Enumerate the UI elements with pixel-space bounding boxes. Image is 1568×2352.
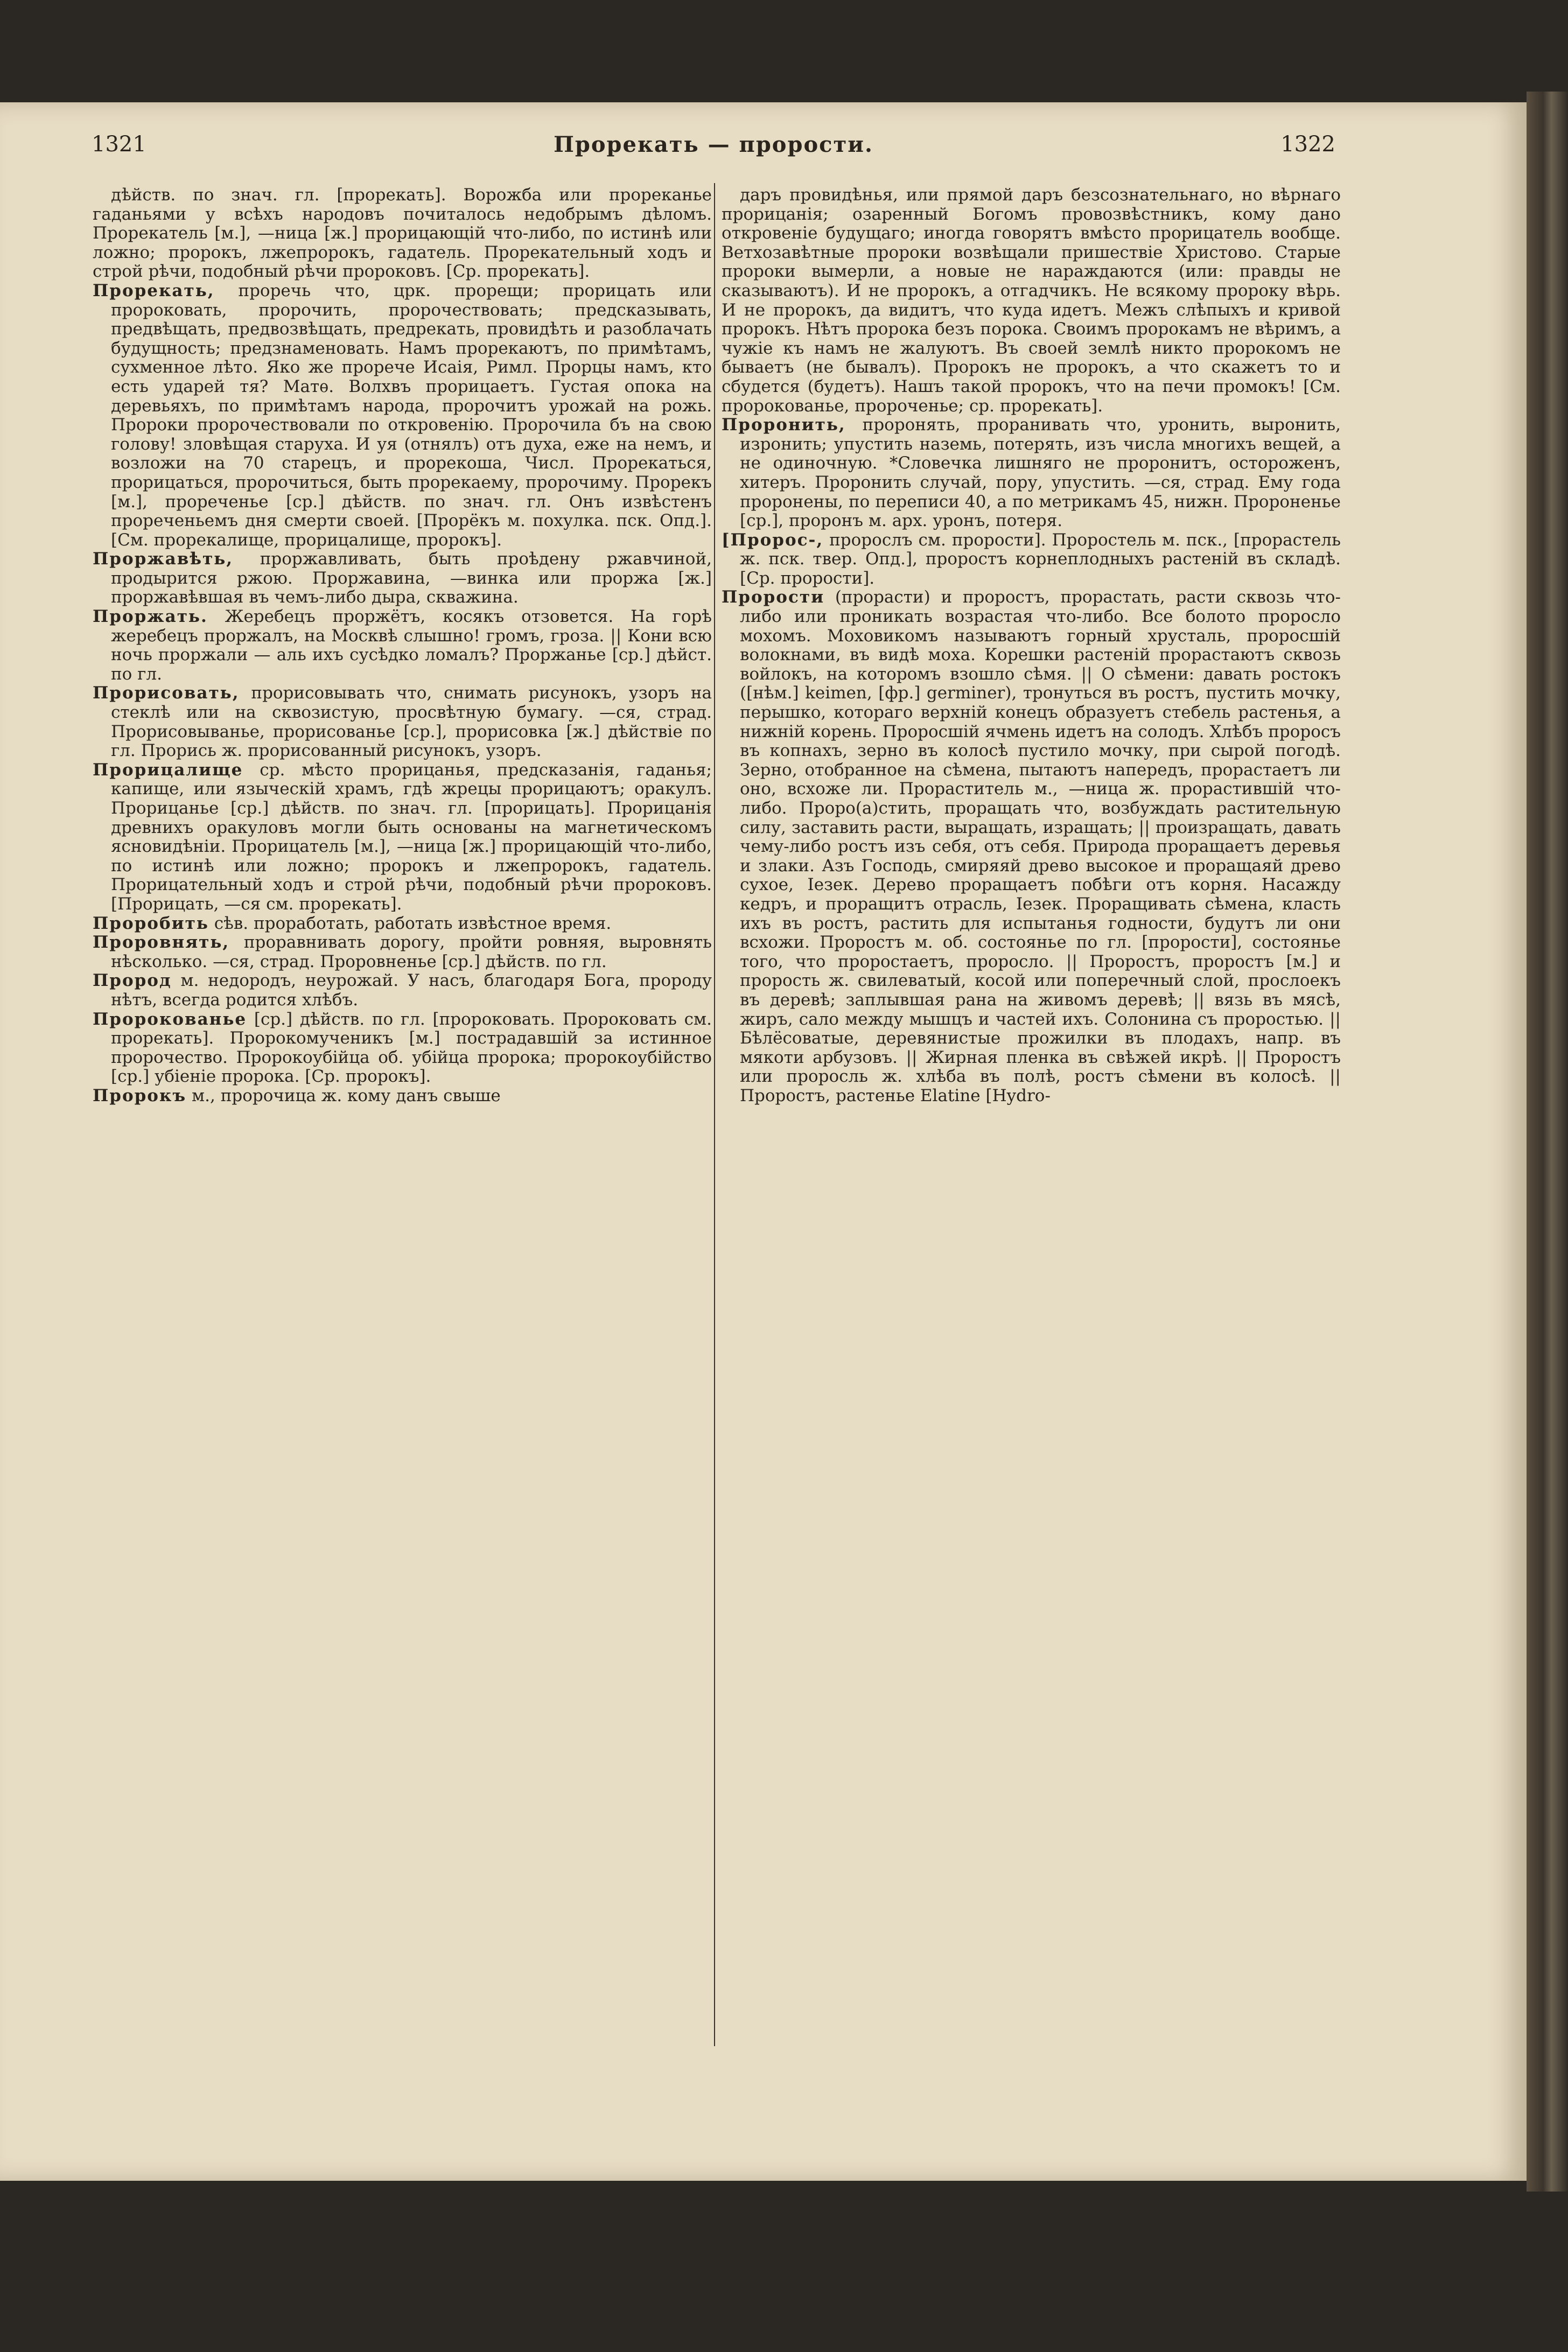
entry-text: прорисовывать что, снимать рисунокъ, узоръ на стеклѣ или на сквозистую, просвѣтную бумагу. —ся, страд. Прорисовыванье, прорисованье [ср.], прорисовка [ж.] дѣйствіе по гл. Прорись ж. прорисованный рисунокъ, узоръ. <box>111 683 712 761</box>
entry-text: пророслъ см. прорости]. Проростель м. пск., [прорастель ж. пск. твер. Опд.], проростъ корнеплодныхъ растеній въ складѣ. [Ср. прорости]. <box>740 530 1341 588</box>
entry-headword: Прород <box>93 971 172 991</box>
entry-headword: Проржавѣть, <box>93 549 234 569</box>
entry-headword: Проронить, <box>722 415 846 435</box>
entry-headword: [Пророс-, <box>722 530 824 550</box>
entry-headword: Прорекать, <box>93 281 215 300</box>
dictionary-entry <box>93 186 712 282</box>
dictionary-entry <box>722 416 1341 531</box>
dictionary-entry <box>93 933 712 971</box>
dictionary-entry <box>722 186 1341 416</box>
dictionary-entry <box>93 1010 712 1087</box>
dictionary-entry <box>722 588 1341 1105</box>
dictionary-entry <box>722 531 1341 589</box>
entry-text: дѣйств. по знач. гл. [прорекать]. Ворожба или прореканье гаданьями у всѣхъ народовъ почиталось недобрымъ дѣломъ. Прорекатель [м.], —ница [ж.] прорицающій что-либо, по истинѣ или ложно; пророкъ, лжепророкъ, гадатель. Прорекательный ходъ и строй рѣчи, подобный рѣчи пророковъ. [Ср. прорекать]. <box>93 185 712 282</box>
entry-headword: Проробить <box>93 913 209 933</box>
entry-text: м. недородъ, неурожай. У насъ, благодаря Бога, пророду нѣтъ, всегда родится хлѣбъ. <box>111 971 712 1010</box>
right-column <box>722 186 1341 1106</box>
entry-text: (прорасти) и проростъ, прорастать, расти сквозь что-либо или проникать возрастая что-либо. Все болото проросло мохомъ. Моховикомъ называютъ горный хрусталь, проросшій волокнами, въ видѣ моха. Корешки растеній прорастаютъ сквозь войлокъ, на которомъ взошло сѣмя. || О сѣмени: давать ростокъ ([нѣм.] keimen, [фр.] germiner), тронуться въ ростъ, пустить мочку, перышко, котораго верхній конецъ образуетъ стебель растенья, а нижній корень. Проросшій ячмень идетъ на солодъ. Хлѣбъ проросъ въ копнахъ, зерно въ колосѣ пустило мочку, при сырой погодѣ. Зерно, отобранное на сѣмена, пытаютъ напередъ, прорастаетъ ли оно, всхоже ли. Прораститель м., —ница ж. прорастившій что-либо. Проро(а)стить, проращать что, возбуждать растительную силу, заставить расти, выращать, изращать; || произращать, давать чему-либо ростъ изъ себя, отъ себя. Природа проращаетъ деревья и злаки. Азъ Господь, смиряяй древо высокое и проращаяй древо сухое, Iезек. Дерево проращаетъ побѣги отъ корня. Насажду кедръ, и проращитъ отрасль, Iезек. Проращивать сѣмена, класть ихъ въ ростъ, растить для испытанья годности, будутъ ли они всхожи. Проростъ м. об. состоянье по гл. [прорости], состоянье того, что проростаетъ, проросло. || Проростъ, проростъ [м.] и пророcть ж. свилеватый, косой или поперечный слой, прослоекъ въ деревѣ; заплывшая рана на живомъ деревѣ; || вязь въ мясѣ, жиръ, сало между мышцъ и частей ихъ. Солонина съ проростью. || Бѣлёсоватые, деревянистые прожилки въ плодахъ, напр. въ мякоти арбузовъ. || Жирная пленка въ свѣжей икрѣ. || Проростъ или проросль ж. хлѣба въ полѣ, ростъ сѣмени въ колосѣ. || Проростъ, растенье Elatine [Hydro- <box>740 587 1341 1105</box>
dictionary-entry <box>93 550 712 607</box>
dictionary-entry <box>93 914 712 934</box>
dictionary-entry <box>93 282 712 550</box>
entry-headword: Проровнять, <box>93 933 230 953</box>
page-number-right: 1322 <box>1280 132 1335 157</box>
dictionary-entry <box>93 684 712 760</box>
dictionary-entry <box>93 971 712 1010</box>
entry-text: проржавливать, быть проѣдену ржавчиной, продырится ржою. Проржавина, —винка или проржа [ж.] проржавѣвшая въ чемъ-либо дыра, скважина. <box>111 549 712 607</box>
page-number-left: 1321 <box>92 132 146 157</box>
running-title: Прорекать — прорости. <box>554 132 873 157</box>
entry-text: проронять, проранивать что, уронить, выронить, изронить; упустить наземь, потерять, изъ числа многихъ вещей, а не одиночную. *Словечка лишняго не проронитъ, остороженъ, хитеръ. Проронить случай, пору, упустить. —ся, страд. Ему года проронены, по переписи 40, а по метрикамъ 45, нижн. Пророненье [ср.], проронъ м. арх. уронъ, потеря. <box>740 415 1341 531</box>
entry-text: Жеребецъ проржётъ, косякъ отзовется. На горѣ жеребецъ проржалъ, на Москвѣ слышно! громъ, гроза. || Кони всю ночь проржали — аль ихъ сусѣдко ломалъ? Проржанье [ср.] дѣйст. по гл. <box>111 607 712 684</box>
entry-text: проравнивать дорогу, пройти ровняя, выровнять нѣсколько. —ся, страд. Проровненье [ср.] дѣйств. по гл. <box>111 933 712 971</box>
page-header <box>92 132 1335 164</box>
entry-text: проречь что, црк. прорещи; прорицать или пророковать, пророчить, пророчествовать; предсказывать, предвѣщать, предвозвѣщать, предрекать, провидѣть и разоблачать будущность; предзнаменовать. Намъ прорекаютъ, по примѣтамъ, сухменное лѣто. Яко же прорече Исаія, Римл. Прорцы намъ, кто есть ударей тя? Матѳ. Волхвъ прорицаетъ. Густая опока на деревьяхъ, по примѣтамъ народа, пророчитъ урожай на рожь. Пророки пророчествовали по откровенію. Пророчила бъ на свою голову! зловѣщая старуха. И уя (отнялъ) отъ духа, еже на немъ, и возложи на 70 старецъ, и прорекоша, Числ. Прорекаться, прорицаться, пророчиться, быть прорекаему, пророчиму. Прорекъ [м.], прореченье [ср.] дѣйств. по знач. гл. Онъ извѣстенъ прореченьемъ дня смерти своей. [Прорёкъ м. похулка. пск. Опд.]. [См. прорекалище, прорицалище, пророкъ]. <box>111 281 712 550</box>
dictionary-entry <box>93 1087 712 1106</box>
entry-headword: Прорости <box>722 587 825 607</box>
entry-headword: Прорицалище <box>93 760 243 780</box>
dictionary-entry <box>93 761 712 914</box>
book-edge <box>1527 92 1568 2192</box>
entry-text: ср. мѣсто прорицанья, предсказанія, гаданья; капище, или языческій храмъ, гдѣ жрецы прорицаютъ; оракулъ. Прорицанье [ср.] дѣйств. по знач. гл. [прорицать]. Прорицанія древнихъ оракуловъ могли быть основаны на магнетическомъ ясновидѣніи. Прорицатель [м.], —ница [ж.] прорицающій что-либо, по истинѣ или ложно; пророкъ и лжепророкъ, гадатель. Прорицательный ходъ и строй рѣчи, подобный рѣчи пророковъ. [Прорицать, —ся см. прорекать]. <box>111 760 712 914</box>
entry-headword: Проржать. <box>93 607 208 627</box>
left-column <box>93 186 712 1106</box>
entry-text: даръ провидѣнья, или прямой даръ безсознательнаго, но вѣрнаго прорицанія; озаренный Богомъ провозвѣстникъ, кому дано откровеніе будущаго; иногда говорятъ вмѣсто прорицатель вообще. Ветхозавѣтные пророки возвѣщали пришествіе Христово. Старые пророки вымерли, а новые не нараждаются (или: правды не сказываютъ). И не пророкъ, а отгадчикъ. Не всякому пророку вѣрь. И не пророкъ, да видитъ, что куда идетъ. Межъ слѣпыхъ и кривой пророкъ. Нѣтъ пророка безъ порока. Своимъ пророкамъ не вѣримъ, а чужіе къ намъ не жалуютъ. Въ своей землѣ никто пророкомъ не бываетъ (не бывалъ). Пророкъ не пророкъ, а что скажетъ то и сбудется (будетъ). Нашъ такой пророкъ, что на печи промокъ! [См. пророкованье, пророченье; ср. прорекать]. <box>722 185 1341 416</box>
column-divider <box>714 183 715 2046</box>
entry-headword: Пророкованье <box>93 1009 247 1029</box>
entry-text: [ср.] дѣйств. по гл. [пророковать. Пророковать см. прорекать]. Пророкомученикъ [м.] пострадавшій за истинное пророчество. Пророкоубійца об. убійца пророка; пророкоубійство [ср.] убіеніе пророка. [Ср. пророкъ]. <box>111 1009 712 1087</box>
entry-text: м., пророчица ж. кому данъ свыше <box>192 1086 501 1105</box>
entry-text: сѣв. проработать, работать извѣстное время. <box>214 913 612 933</box>
entry-headword: Пророкъ <box>93 1086 187 1105</box>
entry-headword: Прорисовать, <box>93 683 240 703</box>
dictionary-entry <box>93 607 712 684</box>
